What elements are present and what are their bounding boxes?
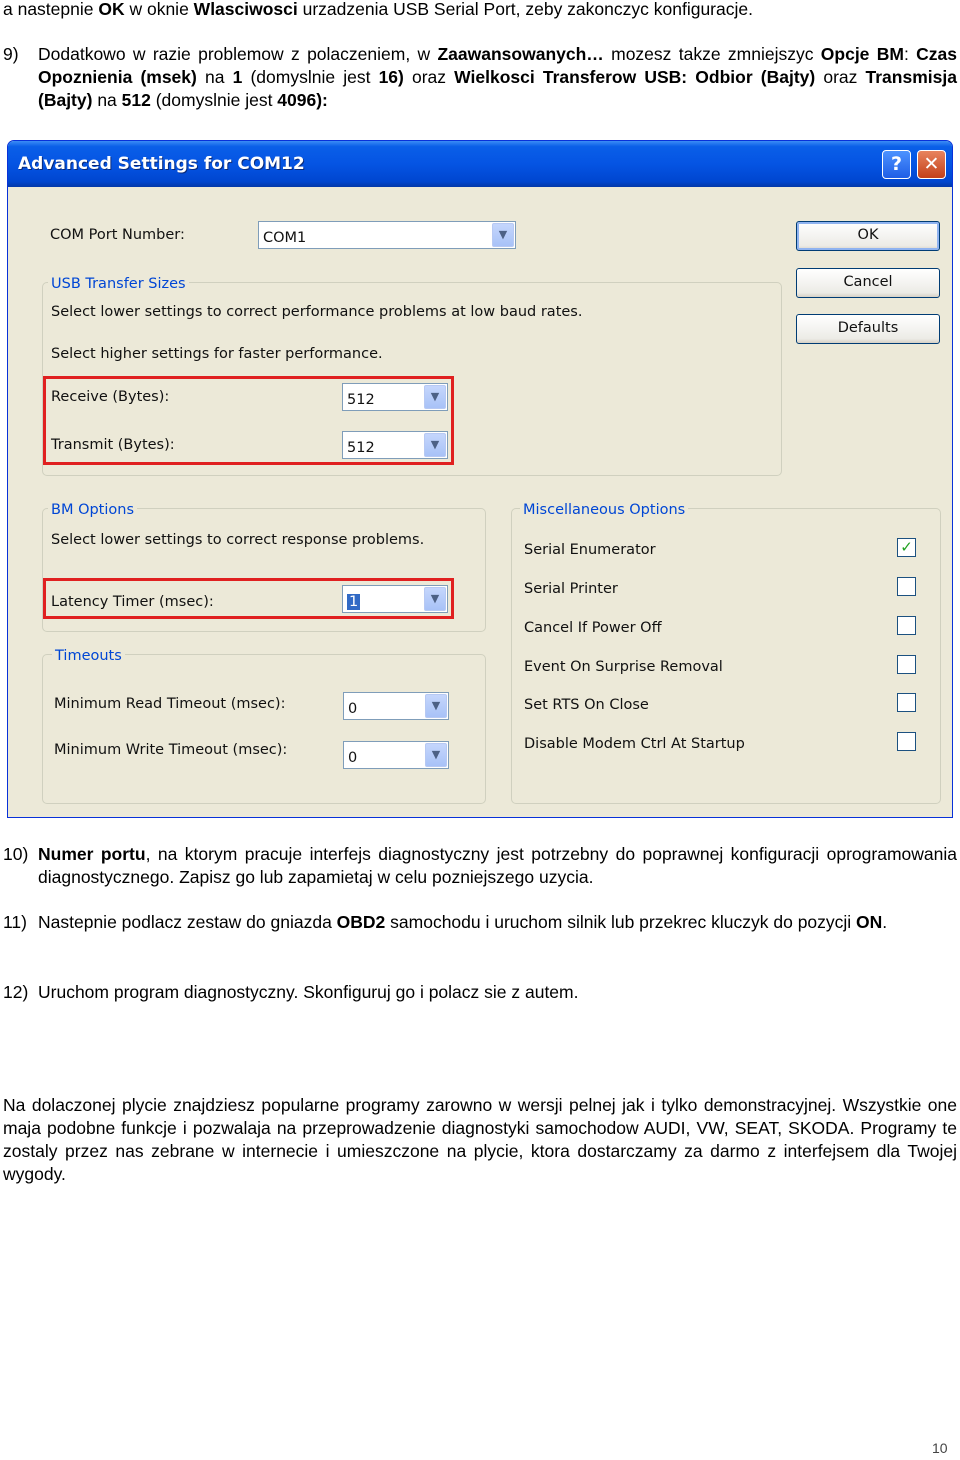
step-10-text: Numer portu, na ktorym pracuje interfejs diagnostyczny jest potrzebny do poprawnej konfiguracji oprogramowania diagnostycznego. Zapisz go lub zapamietaj w celu pozniejszego uzycia. (38, 844, 957, 887)
checkbox[interactable] (897, 577, 916, 596)
defaults-button[interactable]: Defaults (796, 314, 940, 344)
write-timeout-select[interactable] (343, 741, 449, 769)
help-icon[interactable]: ? (882, 150, 911, 179)
dialog-titlebar (8, 141, 952, 187)
transmit-select[interactable] (342, 431, 448, 459)
misc-option-label: Cancel If Power Off (524, 620, 662, 636)
step-9-text: Dodatkowo w razie problemow z polaczeniem, w Zaawansowanych… mozesz takze zmniejszyc Opcje BM: Czas Opoznienia (msek) na 1 (domyslnie jest 16) oraz Wielkosci Transferow USB: Odbior (Bajty) oraz Transmisja (Bajty) na 512 (domyslnie jest 4096): (38, 44, 957, 110)
step-number: 10) (3, 844, 29, 864)
checkbox[interactable] (897, 693, 916, 712)
read-timeout-select[interactable] (343, 692, 449, 720)
step-number: 12) (3, 982, 29, 1002)
dialog-title: Advanced Settings for COM12 (18, 154, 305, 174)
misc-option-label: Serial Enumerator (524, 542, 656, 558)
advanced-settings-dialog (7, 140, 953, 818)
chevron-down-icon: ▼ (425, 694, 447, 718)
step-11-text: Nastepnie podlacz zestaw do gniazda OBD2 samochodu i uruchom silnik lub przekrec kluczyk do pozycji ON. (38, 912, 888, 932)
checkbox[interactable] (897, 732, 916, 751)
read-timeout-value: 0 (348, 701, 358, 717)
misc-option-label: Event On Surprise Removal (524, 659, 723, 675)
misc-option-label: Set RTS On Close (524, 697, 649, 713)
latency-value: 1 (349, 594, 359, 610)
com-port-select[interactable] (258, 221, 516, 249)
timeouts-legend: Timeouts (52, 645, 125, 668)
step-number: 11) (3, 912, 27, 932)
bm-options-legend: BM Options (48, 499, 137, 522)
check-icon: ✓ (900, 538, 913, 556)
intro-text: a nastepnie (3, 0, 99, 19)
receive-label: Receive (Bytes): (51, 389, 170, 405)
chevron-down-icon: ▼ (492, 223, 514, 247)
latency-label: Latency Timer (msec): (51, 594, 214, 610)
write-timeout-value: 0 (348, 750, 358, 766)
read-timeout-label: Minimum Read Timeout (msec): (54, 696, 286, 712)
transmit-value: 512 (347, 440, 375, 456)
chevron-down-icon: ▼ (424, 433, 446, 457)
step-12-text: Uruchom program diagnostyczny. Skonfiguruj go i polacz sie z autem. (38, 982, 579, 1002)
cancel-button[interactable]: Cancel (796, 268, 940, 298)
com-port-label: COM Port Number: (50, 227, 185, 243)
chevron-down-icon: ▼ (424, 385, 446, 409)
checkbox-checked[interactable] (897, 538, 916, 557)
chevron-down-icon: ▼ (425, 743, 447, 767)
latency-select[interactable] (342, 585, 448, 613)
usb-transfer-legend: USB Transfer Sizes (48, 273, 189, 296)
chevron-down-icon: ▼ (424, 587, 446, 611)
step-10 (3, 843, 957, 889)
timeouts-group (42, 654, 486, 804)
footer-paragraph: Na dolaczonej plycie znajdziesz popularne programy zarowno w wersji pelnej jak i tylko demonstracyjnej. Wszystkie one maja podobne funkcje i pozwalaja na przeprowadzenie diagnostyki samochodow AUDI, VW, SEAT, SKODA. Programy te zostaly przez nas zebrane w internecie i umieszczone na plycie, ktora dostarczamy za darmo z interfejsem dla Twojej wygody. (3, 1095, 957, 1184)
com-port-value: COM1 (263, 230, 307, 246)
misc-options-legend: Miscellaneous Options (520, 499, 688, 522)
usb-desc-1: Select lower settings to correct performance problems at low baud rates. (51, 304, 583, 320)
close-icon[interactable]: ✕ (917, 150, 946, 179)
receive-value: 512 (347, 392, 375, 408)
checkbox[interactable] (897, 655, 916, 674)
checkbox[interactable] (897, 616, 916, 635)
step-11 (3, 911, 957, 934)
step-number: 9) (3, 44, 19, 64)
intro-line (3, 0, 957, 21)
step-9 (3, 43, 957, 112)
write-timeout-label: Minimum Write Timeout (msec): (54, 742, 288, 758)
misc-option-label: Serial Printer (524, 581, 618, 597)
receive-select[interactable] (342, 383, 448, 411)
bm-desc: Select lower settings to correct response problems. (51, 532, 425, 548)
intro-ok: OK (98, 0, 125, 19)
usb-desc-2: Select higher settings for faster performance. (51, 346, 383, 362)
intro-properties: Wlasciwosci (193, 0, 298, 19)
step-12 (3, 981, 957, 1004)
ok-button[interactable]: OK (796, 221, 940, 251)
intro-text: urzadzenia USB Serial Port, zeby zakonczyc konfiguracje. (297, 0, 753, 19)
page-number: 10 (932, 1440, 948, 1456)
intro-text: w oknie (124, 0, 194, 19)
misc-option-label: Disable Modem Ctrl At Startup (524, 736, 745, 752)
transmit-label: Transmit (Bytes): (51, 437, 175, 453)
